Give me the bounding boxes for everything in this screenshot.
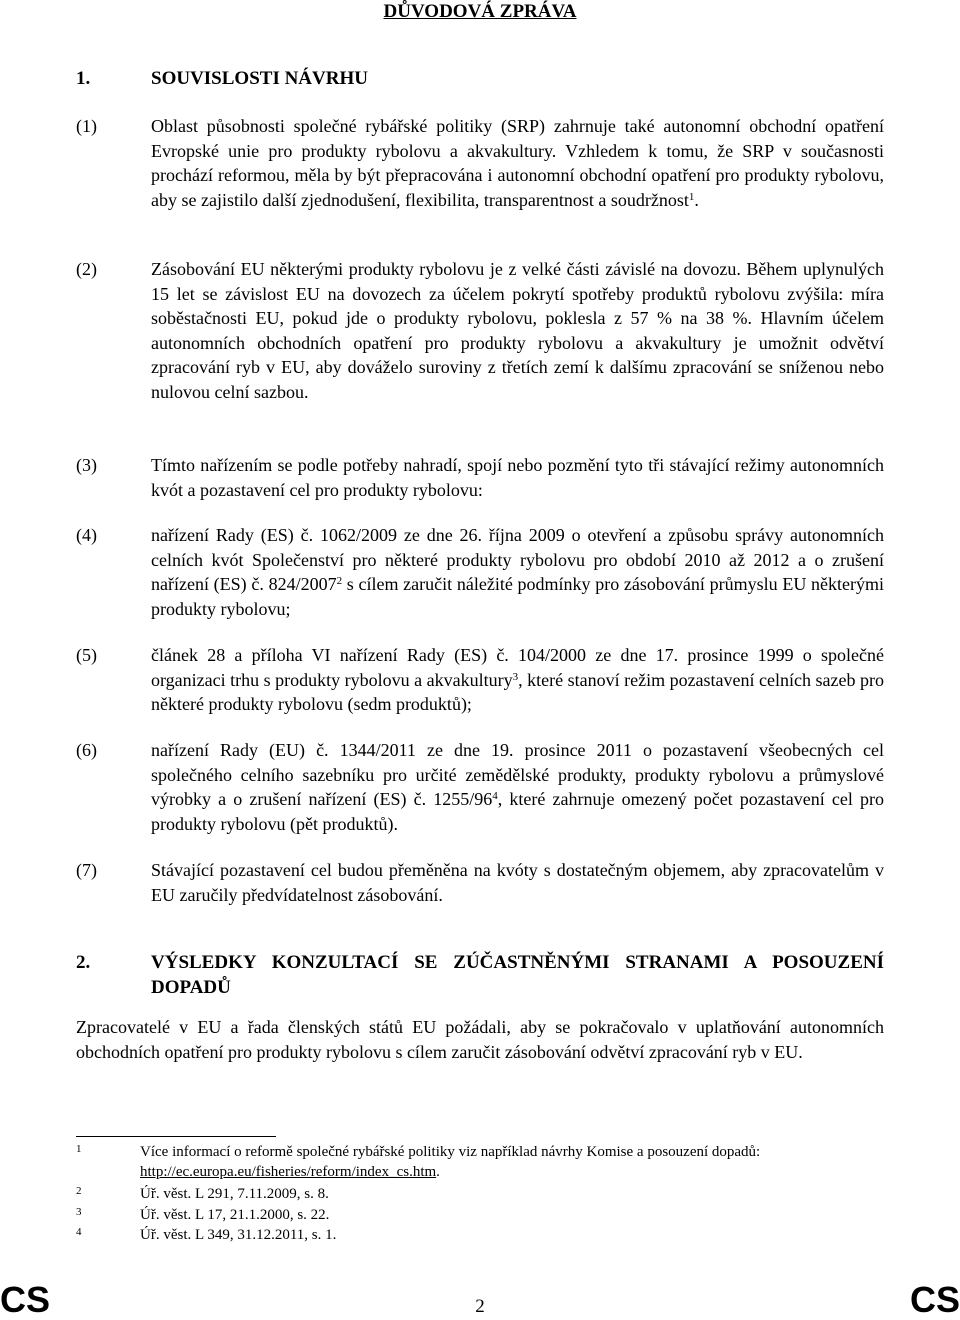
recital-text: Zásobování EU některými produkty rybolovu je z velké části závislé na dovozu. Během uplynulých 15 let se závislost EU na dovozech za účelem pokrytí spotřeby produktů rybolovu zvýšila: míra soběstačnosti EU, pokud jde o produkty rybolovu, poklesla z 57 % na 38 %. Hlavním účelem autonomních obchodních opatření pro produkty rybolovu a akvakultury je umožnit odvětví zpracování ryb v EU, aby dováželo suroviny z třetích zemí k dalšímu zpracování se sníženou nebo nulovou celní sazbou. (151, 259, 884, 402)
document-title: DŮVODOVÁ ZPRÁVA (383, 1, 577, 22)
recital-text (151, 738, 884, 836)
recital-4 (76, 523, 884, 621)
recital-text: Stávající pozastavení cel budou přeměněna na kvóty s dostatečným objemem, aby zpracovatelům v EU zaručily předvídatelnost zásobování. (151, 860, 884, 905)
recital-3 (76, 453, 884, 502)
language-code-right: CS (909, 1279, 960, 1320)
recital-text (151, 114, 884, 212)
recital-text: Tímto nařízením se podle potřeby nahradí, spojí nebo pozmění tyto tři stávající režimy autonomních kvót a pozastavení cel pro produkty rybolovu: (151, 455, 884, 500)
recital-number: (1) (76, 116, 97, 136)
section-number: 2. (76, 952, 91, 973)
footnote-link[interactable]: http://ec.europa.eu/fisheries/reform/index_cs.htm (140, 1164, 437, 1180)
section-1-heading (76, 66, 368, 91)
recital-text-part: Oblast působnosti společné rybářské politiky (SRP) zahrnuje také autonomní obchodní opatření Evropské unie pro produkty rybolovu a akvakultury. Vzhledem k tomu, že SRP v současnosti prochází reformou, měla by být přepracována i autonomní obchodní opatření pro produkty rybolovu, aby se zajistilo další zjednodušení, flexibilita, transparentnost a soudržnost (151, 116, 884, 210)
footnote-number: 4 (76, 1226, 82, 1238)
recital-text-part: článek 28 a příloha VI nařízení Rady (ES) č. 104/2000 ze dne 17. prosince 1999 o společné organizaci trhu s produkty rybolovu a akvakultury (151, 645, 884, 690)
recital-2 (76, 257, 884, 404)
recital-text-part: . (694, 189, 699, 210)
footnote-text: Úř. věst. L 17, 21.1.2000, s. 22. (140, 1207, 330, 1223)
footnote-number: 1 (76, 1143, 82, 1155)
footnote-ref: 1 (688, 190, 695, 203)
section-title: SOUVISLOSTI NÁVRHU (151, 68, 368, 89)
footnote-ref: 3 (512, 670, 519, 683)
recital-number: (4) (76, 525, 97, 545)
footnote-ref: 4 (492, 790, 498, 802)
footnote-text: Úř. věst. L 291, 7.11.2009, s. 8. (140, 1186, 329, 1202)
footnote-number: 3 (76, 1206, 82, 1218)
recital-text-part: nařízení Rady (EU) č. 1344/2011 ze dne 19. prosince 2011 o pozastavení všeobecných cel společného celního sazebníku pro určité zemědělské produkty, produkty rybolovu a průmyslové výrobky a o zrušení nařízení (ES) č. 1255/96 (151, 740, 884, 809)
language-code-left: CS (0, 1279, 51, 1320)
section-2-heading (76, 950, 884, 1000)
recital-text-part: , které zahrnuje omezený počet pozastavení cel pro produkty rybolovu (pět produktů). (151, 789, 884, 834)
footnote-number: 2 (76, 1185, 82, 1197)
footnote-text (140, 1142, 884, 1182)
recital-number: (7) (76, 860, 97, 880)
footnote-4 (76, 1225, 884, 1245)
footnote-1 (76, 1142, 884, 1182)
recital-7 (76, 858, 884, 907)
recital-text-part: , které stanoví režim pozastavení celních sazeb pro některé produkty rybolovu (sedm produktů); (151, 669, 884, 714)
footnote-text-part: . (436, 1164, 440, 1180)
recital-number: (3) (76, 455, 97, 475)
recital-text-part: nařízení Rady (ES) č. 1062/2009 ze dne 26. října 2009 o otevření a způsobu správy autonomních celních kvót Společenství pro některé produkty rybolovu pro období 2010 až 2012 a o zrušení nařízení (ES) č. 824/2007 (151, 525, 884, 594)
footnote-separator (76, 1136, 276, 1137)
recital-number: (6) (76, 740, 97, 760)
page-number: 2 (475, 1296, 485, 1317)
footnote-3 (76, 1205, 884, 1225)
footnote-ref: 2 (336, 575, 343, 587)
recital-text (151, 523, 884, 621)
recital-number: (2) (76, 259, 97, 279)
recital-5 (76, 643, 884, 717)
recital-6 (76, 738, 884, 836)
footnote-text: Úř. věst. L 349, 31.12.2011, s. 1. (140, 1227, 337, 1243)
section-title: VÝSLEDKY KONZULTACÍ SE ZÚČASTNĚNÝMI STRANAMI A POSOUZENÍ DOPADŮ (151, 952, 884, 998)
footnote-text-part: Více informací o reformě společné rybářské politiky viz například návrhy Komise a posouzení dopadů: (140, 1144, 761, 1160)
recital-number: (5) (76, 645, 97, 665)
footnote-2 (76, 1184, 884, 1204)
section-number: 1. (76, 68, 91, 89)
recital-1 (76, 114, 884, 212)
section-2-paragraph: Zpracovatelé v EU a řada členských států EU požádali, aby se pokračovalo v uplatňování autonomních obchodních opatření pro produkty rybolovu s cílem zaručit zásobování odvětví zpracování ryb v EU. (76, 1017, 884, 1062)
recital-text (151, 643, 884, 717)
recital-text-part: s cílem zaručit náležité podmínky pro zásobování průmyslu EU některými produkty rybolovu; (151, 574, 884, 619)
